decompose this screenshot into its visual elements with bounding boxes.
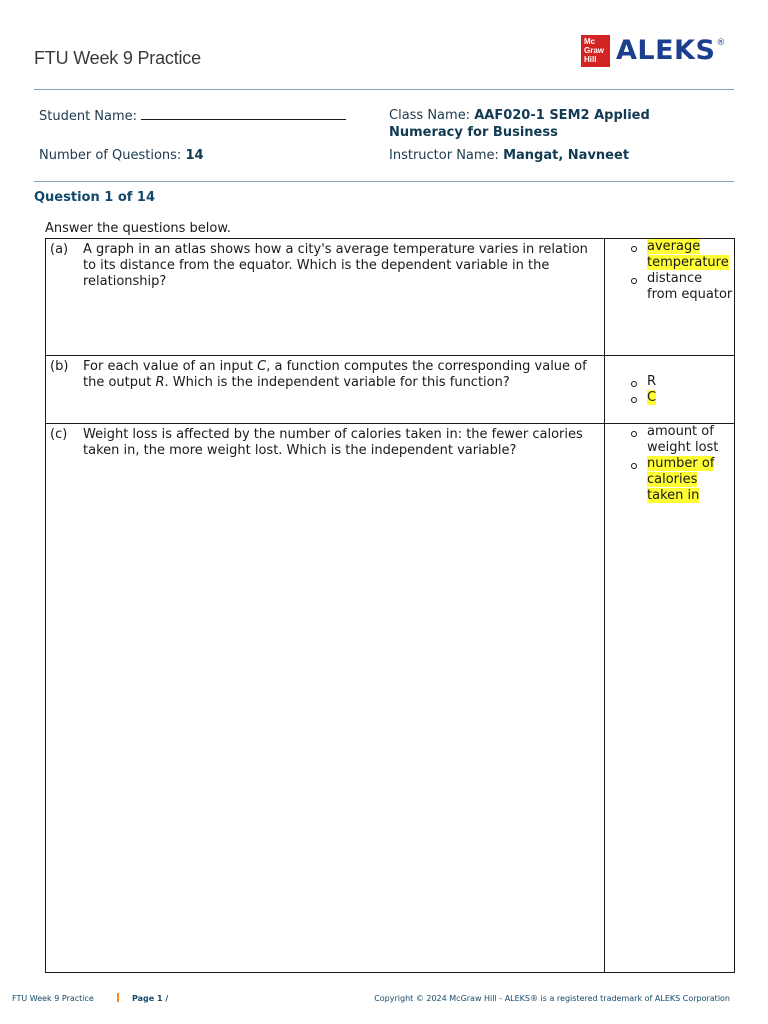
- question-part-b: [46, 356, 735, 424]
- part-letter: (a): [50, 242, 69, 257]
- student-name-field: Student Name:: [39, 107, 346, 124]
- footer-accent-bar: [117, 993, 119, 1002]
- question-heading: Question 1 of 14: [34, 190, 156, 205]
- part-letter: (b): [50, 359, 69, 374]
- mcgraw-hill-badge: Mc Graw Hill: [581, 35, 610, 67]
- student-name-blank: [141, 107, 346, 120]
- mcgraw-hill-aleks-logo: [581, 35, 726, 67]
- question-part-c: [46, 424, 735, 973]
- question-instruction: Answer the questions below.: [45, 221, 231, 236]
- question-table: [45, 238, 735, 973]
- number-of-questions: Number of Questions: 14: [39, 148, 204, 163]
- info-divider: [34, 181, 734, 182]
- part-text: Weight loss is affected by the number of calories taken in: the fewer calories taken in, the more weight lost. Which is the independent variable?: [83, 427, 583, 458]
- part-text: For each value of an input C, a function computes the corresponding value of the output R. Which is the independent variable for this function?: [83, 359, 587, 390]
- part-letter: (c): [50, 427, 68, 442]
- option-distance-from-equator[interactable]: distance from equator: [631, 271, 734, 303]
- option-r[interactable]: R: [631, 374, 734, 390]
- question-part-a: [46, 239, 735, 356]
- footer-copyright: Copyright © 2024 McGraw Hill - ALEKS® is a registered trademark of ALEKS Corporation: [374, 994, 730, 1003]
- header-divider: [34, 89, 734, 90]
- part-text: A graph in an atlas shows how a city's average temperature varies in relation to its distance from the equator. Which is the dependent variable in the relationship?: [83, 242, 588, 289]
- footer-doc-title: FTU Week 9 Practice: [12, 994, 94, 1003]
- option-c[interactable]: C: [631, 390, 734, 406]
- option-average-temperature[interactable]: average temperature: [631, 239, 734, 271]
- option-number-of-calories-taken-in[interactable]: number of calories taken in: [631, 456, 734, 504]
- footer-page-number: Page 1 /: [132, 994, 169, 1003]
- aleks-wordmark: ALEKS®: [616, 35, 726, 66]
- class-name: Class Name: AAF020-1 SEM2 Applied Numeracy for Business: [389, 108, 650, 140]
- page-title: FTU Week 9 Practice: [34, 48, 201, 68]
- instructor-name: Instructor Name: Mangat, Navneet: [389, 148, 630, 163]
- option-amount-of-weight-lost[interactable]: amount of weight lost: [631, 424, 734, 456]
